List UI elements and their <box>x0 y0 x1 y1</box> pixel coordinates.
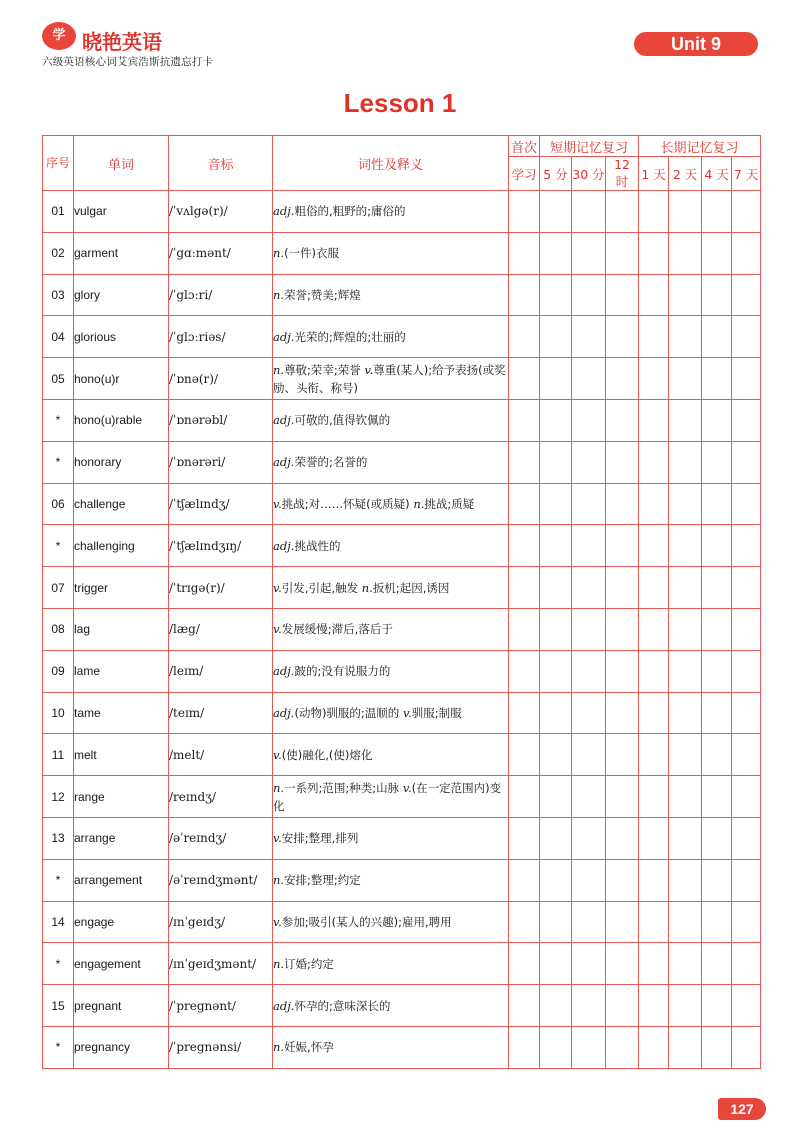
review-checkbox-cell[interactable] <box>669 483 702 525</box>
review-checkbox-cell[interactable] <box>732 232 761 274</box>
row-word: trigger <box>74 567 169 609</box>
review-checkbox-cell[interactable] <box>540 650 572 692</box>
review-checkbox-cell[interactable] <box>606 985 639 1027</box>
review-checkbox-cell[interactable] <box>669 274 702 316</box>
review-checkbox-cell[interactable] <box>732 1026 761 1068</box>
table-row <box>43 901 761 943</box>
row-word: glorious <box>74 316 169 358</box>
review-checkbox-cell[interactable] <box>702 943 732 985</box>
review-checkbox-cell[interactable] <box>702 483 732 525</box>
header-long-term-review: 长期记忆复习 <box>639 136 761 157</box>
row-number: 01 <box>43 191 74 233</box>
row-word: hono(u)rable <box>74 399 169 441</box>
brand-logo: 学 <box>42 22 76 50</box>
review-checkbox-cell[interactable] <box>702 608 732 650</box>
table-row <box>43 316 761 358</box>
review-checkbox-cell[interactable] <box>639 692 669 734</box>
row-number: * <box>43 859 74 901</box>
row-phonetic: /əˈreɪndʒmənt/ <box>169 859 273 901</box>
header-definition: 词性及释义 <box>273 136 509 191</box>
table-row <box>43 817 761 859</box>
review-checkbox-cell[interactable] <box>572 692 606 734</box>
review-checkbox-cell[interactable] <box>572 525 606 567</box>
book-subtitle: 六级英语核心词艾宾浩斯抗遗忘打卡 <box>42 56 214 68</box>
review-checkbox-cell[interactable] <box>669 734 702 776</box>
review-checkbox-cell[interactable] <box>732 985 761 1027</box>
review-checkbox-cell[interactable] <box>732 567 761 609</box>
review-checkbox-cell[interactable] <box>639 776 669 818</box>
row-word: melt <box>74 734 169 776</box>
review-checkbox-cell[interactable] <box>509 232 540 274</box>
table-row <box>43 191 761 233</box>
review-checkbox-cell[interactable] <box>540 943 572 985</box>
row-word: honorary <box>74 441 169 483</box>
row-word: arrange <box>74 817 169 859</box>
table-row <box>43 441 761 483</box>
review-checkbox-cell[interactable] <box>702 985 732 1027</box>
review-checkbox-cell[interactable] <box>732 191 761 233</box>
review-checkbox-cell[interactable] <box>639 483 669 525</box>
table-row <box>43 734 761 776</box>
header-short-term-review: 短期记忆复习 <box>540 136 639 157</box>
review-checkbox-cell[interactable] <box>606 358 639 400</box>
review-checkbox-cell[interactable] <box>509 859 540 901</box>
review-checkbox-cell[interactable] <box>639 232 669 274</box>
row-phonetic: /ˈtʃælɪndʒɪŋ/ <box>169 525 273 567</box>
review-checkbox-cell[interactable] <box>639 859 669 901</box>
review-checkbox-cell[interactable] <box>509 567 540 609</box>
review-checkbox-cell[interactable] <box>639 441 669 483</box>
review-checkbox-cell[interactable] <box>669 525 702 567</box>
header-phonetic: 音标 <box>169 136 273 191</box>
review-checkbox-cell[interactable] <box>606 191 639 233</box>
header-interval: 5 分 <box>540 157 572 191</box>
review-checkbox-cell[interactable] <box>540 399 572 441</box>
review-checkbox-cell[interactable] <box>702 274 732 316</box>
review-checkbox-cell[interactable] <box>509 399 540 441</box>
review-checkbox-cell[interactable] <box>606 441 639 483</box>
row-phonetic: /reɪndʒ/ <box>169 776 273 818</box>
review-checkbox-cell[interactable] <box>540 859 572 901</box>
table-row <box>43 525 761 567</box>
review-checkbox-cell[interactable] <box>732 441 761 483</box>
row-number: 07 <box>43 567 74 609</box>
review-checkbox-cell[interactable] <box>732 943 761 985</box>
review-checkbox-cell[interactable] <box>509 316 540 358</box>
review-checkbox-cell[interactable] <box>540 776 572 818</box>
row-word: pregnancy <box>74 1026 169 1068</box>
brand-name: 晓艳英语 <box>82 30 162 54</box>
row-number: * <box>43 441 74 483</box>
row-phonetic: /ˈtʃælɪndʒ/ <box>169 483 273 525</box>
review-checkbox-cell[interactable] <box>540 692 572 734</box>
header-interval: 1 天 <box>639 157 669 191</box>
table-row <box>43 567 761 609</box>
row-number: 15 <box>43 985 74 1027</box>
row-number: * <box>43 943 74 985</box>
review-checkbox-cell[interactable] <box>540 274 572 316</box>
review-checkbox-cell[interactable] <box>540 441 572 483</box>
row-number: 12 <box>43 776 74 818</box>
review-checkbox-cell[interactable] <box>639 817 669 859</box>
review-checkbox-cell[interactable] <box>572 399 606 441</box>
review-checkbox-cell[interactable] <box>669 985 702 1027</box>
review-checkbox-cell[interactable] <box>702 232 732 274</box>
review-checkbox-cell[interactable] <box>509 358 540 400</box>
review-checkbox-cell[interactable] <box>702 567 732 609</box>
review-checkbox-cell[interactable] <box>509 650 540 692</box>
review-checkbox-cell[interactable] <box>732 358 761 400</box>
row-number: 13 <box>43 817 74 859</box>
row-phonetic: /ɪnˈgeɪdʒmənt/ <box>169 943 273 985</box>
row-number: 04 <box>43 316 74 358</box>
review-checkbox-cell[interactable] <box>639 399 669 441</box>
review-checkbox-cell[interactable] <box>639 608 669 650</box>
review-checkbox-cell[interactable] <box>669 817 702 859</box>
row-number: * <box>43 1026 74 1068</box>
row-phonetic: /læg/ <box>169 608 273 650</box>
review-checkbox-cell[interactable] <box>540 608 572 650</box>
review-checkbox-cell[interactable] <box>639 901 669 943</box>
row-word: garment <box>74 232 169 274</box>
review-checkbox-cell[interactable] <box>572 441 606 483</box>
review-checkbox-cell[interactable] <box>639 650 669 692</box>
row-phonetic: /ɪnˈgeɪdʒ/ <box>169 901 273 943</box>
review-checkbox-cell[interactable] <box>509 985 540 1027</box>
row-word: lame <box>74 650 169 692</box>
row-definition: v.挑战;对……怀疑(或质疑) n.挑战;质疑 <box>273 483 509 525</box>
row-number: 06 <box>43 483 74 525</box>
row-word: engage <box>74 901 169 943</box>
review-checkbox-cell[interactable] <box>702 817 732 859</box>
review-checkbox-cell[interactable] <box>702 901 732 943</box>
row-word: engagement <box>74 943 169 985</box>
review-checkbox-cell[interactable] <box>509 1026 540 1068</box>
row-number: 09 <box>43 650 74 692</box>
row-phonetic: /ˈvʌlgə(r)/ <box>169 191 273 233</box>
row-number: 14 <box>43 901 74 943</box>
review-checkbox-cell[interactable] <box>639 734 669 776</box>
row-phonetic: /ˈtrɪgə(r)/ <box>169 567 273 609</box>
header-word: 单词 <box>74 136 169 191</box>
review-checkbox-cell[interactable] <box>509 901 540 943</box>
table-row <box>43 232 761 274</box>
review-checkbox-cell[interactable] <box>669 232 702 274</box>
review-checkbox-cell[interactable] <box>702 525 732 567</box>
row-word: range <box>74 776 169 818</box>
review-checkbox-cell[interactable] <box>639 525 669 567</box>
row-definition: adj.光荣的;辉煌的;壮丽的 <box>273 316 509 358</box>
review-checkbox-cell[interactable] <box>509 483 540 525</box>
review-checkbox-cell[interactable] <box>509 692 540 734</box>
review-checkbox-cell[interactable] <box>540 525 572 567</box>
header-first-study-bottom: 学习 <box>509 157 540 191</box>
row-word: lag <box>74 608 169 650</box>
review-checkbox-cell[interactable] <box>702 692 732 734</box>
review-checkbox-cell[interactable] <box>639 1026 669 1068</box>
row-phonetic: /ˈɒnərəri/ <box>169 441 273 483</box>
row-word: hono(u)r <box>74 358 169 400</box>
review-checkbox-cell[interactable] <box>606 608 639 650</box>
row-word: arrangement <box>74 859 169 901</box>
review-checkbox-cell[interactable] <box>509 191 540 233</box>
review-checkbox-cell[interactable] <box>702 358 732 400</box>
row-definition: v.参加;吸引(某人的兴趣);雇用,聘用 <box>273 901 509 943</box>
review-checkbox-cell[interactable] <box>732 316 761 358</box>
row-number: 10 <box>43 692 74 734</box>
unit-badge: Unit 9 <box>634 32 758 56</box>
review-checkbox-cell[interactable] <box>669 608 702 650</box>
row-word: challenge <box>74 483 169 525</box>
review-checkbox-cell[interactable] <box>540 1026 572 1068</box>
header-num: 序号 <box>43 136 74 191</box>
review-checkbox-cell[interactable] <box>639 316 669 358</box>
review-checkbox-cell[interactable] <box>639 943 669 985</box>
row-phonetic: /leɪm/ <box>169 650 273 692</box>
row-phonetic: /ˈɒnə(r)/ <box>169 358 273 400</box>
row-definition: v.(使)融化,(使)熔化 <box>273 734 509 776</box>
review-checkbox-cell[interactable] <box>606 901 639 943</box>
review-checkbox-cell[interactable] <box>606 734 639 776</box>
table-row <box>43 274 761 316</box>
review-checkbox-cell[interactable] <box>572 776 606 818</box>
review-checkbox-cell[interactable] <box>509 441 540 483</box>
review-checkbox-cell[interactable] <box>669 650 702 692</box>
review-checkbox-cell[interactable] <box>669 859 702 901</box>
review-checkbox-cell[interactable] <box>732 483 761 525</box>
review-checkbox-cell[interactable] <box>606 859 639 901</box>
row-word: challenging <box>74 525 169 567</box>
review-checkbox-cell[interactable] <box>669 692 702 734</box>
row-number: 05 <box>43 358 74 400</box>
review-checkbox-cell[interactable] <box>639 358 669 400</box>
row-definition: n.一系列;范围;种类;山脉 v.(在一定范围内)变化 <box>273 776 509 818</box>
review-checkbox-cell[interactable] <box>606 274 639 316</box>
review-checkbox-cell[interactable] <box>702 441 732 483</box>
table-row <box>43 650 761 692</box>
row-definition: adj.怀孕的;意味深长的 <box>273 985 509 1027</box>
review-checkbox-cell[interactable] <box>606 232 639 274</box>
row-phonetic: /melt/ <box>169 734 273 776</box>
review-checkbox-cell[interactable] <box>509 608 540 650</box>
review-checkbox-cell[interactable] <box>540 232 572 274</box>
row-phonetic: /ˈglɔːri/ <box>169 274 273 316</box>
table-row <box>43 692 761 734</box>
review-checkbox-cell[interactable] <box>702 734 732 776</box>
review-checkbox-cell[interactable] <box>669 943 702 985</box>
row-definition: n.订婚;约定 <box>273 943 509 985</box>
review-checkbox-cell[interactable] <box>572 316 606 358</box>
review-checkbox-cell[interactable] <box>606 316 639 358</box>
review-checkbox-cell[interactable] <box>732 776 761 818</box>
review-checkbox-cell[interactable] <box>572 358 606 400</box>
review-checkbox-cell[interactable] <box>702 1026 732 1068</box>
review-checkbox-cell[interactable] <box>540 191 572 233</box>
row-definition: n.(一件)衣服 <box>273 232 509 274</box>
row-word: vulgar <box>74 191 169 233</box>
review-checkbox-cell[interactable] <box>509 734 540 776</box>
row-number: 02 <box>43 232 74 274</box>
review-checkbox-cell[interactable] <box>606 1026 639 1068</box>
review-checkbox-cell[interactable] <box>540 985 572 1027</box>
row-phonetic: /ˈɒnərəbl/ <box>169 399 273 441</box>
review-checkbox-cell[interactable] <box>572 274 606 316</box>
review-checkbox-cell[interactable] <box>639 274 669 316</box>
review-checkbox-cell[interactable] <box>732 817 761 859</box>
row-phonetic: /ˈgɑːmənt/ <box>169 232 273 274</box>
review-checkbox-cell[interactable] <box>669 399 702 441</box>
review-checkbox-cell[interactable] <box>606 567 639 609</box>
review-checkbox-cell[interactable] <box>669 441 702 483</box>
row-definition: adj.跛的;没有说服力的 <box>273 650 509 692</box>
table-row <box>43 1026 761 1068</box>
review-checkbox-cell[interactable] <box>669 567 702 609</box>
review-checkbox-cell[interactable] <box>732 399 761 441</box>
header-interval: 7 天 <box>732 157 761 191</box>
review-checkbox-cell[interactable] <box>606 525 639 567</box>
table-row <box>43 985 761 1027</box>
review-checkbox-cell[interactable] <box>509 776 540 818</box>
row-phonetic: /ˈglɔːriəs/ <box>169 316 273 358</box>
review-checkbox-cell[interactable] <box>509 817 540 859</box>
review-checkbox-cell[interactable] <box>606 817 639 859</box>
review-checkbox-cell[interactable] <box>639 567 669 609</box>
table-row <box>43 776 761 818</box>
review-checkbox-cell[interactable] <box>732 692 761 734</box>
review-checkbox-cell[interactable] <box>702 859 732 901</box>
review-checkbox-cell[interactable] <box>606 483 639 525</box>
review-checkbox-cell[interactable] <box>540 567 572 609</box>
review-checkbox-cell[interactable] <box>572 483 606 525</box>
row-definition: n.安排;整理;约定 <box>273 859 509 901</box>
review-checkbox-cell[interactable] <box>540 901 572 943</box>
review-checkbox-cell[interactable] <box>732 901 761 943</box>
vocabulary-table <box>42 135 761 1069</box>
row-definition: adj.(动物)驯服的;温顺的 v.驯服;制服 <box>273 692 509 734</box>
header-interval: 12 时 <box>606 157 639 191</box>
row-number: 03 <box>43 274 74 316</box>
row-definition: n.尊敬;荣幸;荣誉 v.尊重(某人);给予表扬(或奖励、头衔、称号) <box>273 358 509 400</box>
review-checkbox-cell[interactable] <box>540 316 572 358</box>
review-checkbox-cell[interactable] <box>732 650 761 692</box>
row-definition: n.荣誉;赞美;辉煌 <box>273 274 509 316</box>
lesson-title: Lesson 1 <box>343 88 457 118</box>
review-checkbox-cell[interactable] <box>540 817 572 859</box>
review-checkbox-cell[interactable] <box>572 1026 606 1068</box>
review-checkbox-cell[interactable] <box>572 943 606 985</box>
row-definition: v.发展缓慢;滞后,落后于 <box>273 608 509 650</box>
row-number: * <box>43 399 74 441</box>
row-phonetic: /ˈpregnənsi/ <box>169 1026 273 1068</box>
review-checkbox-cell[interactable] <box>606 776 639 818</box>
row-definition: n.妊娠,怀孕 <box>273 1026 509 1068</box>
table-row <box>43 943 761 985</box>
review-checkbox-cell[interactable] <box>702 399 732 441</box>
review-checkbox-cell[interactable] <box>732 734 761 776</box>
row-word: pregnant <box>74 985 169 1027</box>
table-row <box>43 608 761 650</box>
review-checkbox-cell[interactable] <box>572 859 606 901</box>
row-definition: adj.可敬的,值得钦佩的 <box>273 399 509 441</box>
review-checkbox-cell[interactable] <box>702 650 732 692</box>
review-checkbox-cell[interactable] <box>606 650 639 692</box>
row-phonetic: /əˈreɪndʒ/ <box>169 817 273 859</box>
review-checkbox-cell[interactable] <box>702 316 732 358</box>
review-checkbox-cell[interactable] <box>572 901 606 943</box>
row-phonetic: /teɪm/ <box>169 692 273 734</box>
review-checkbox-cell[interactable] <box>572 650 606 692</box>
review-checkbox-cell[interactable] <box>509 525 540 567</box>
row-definition: v.引发,引起,触发 n.扳机;起因,诱因 <box>273 567 509 609</box>
review-checkbox-cell[interactable] <box>702 776 732 818</box>
review-checkbox-cell[interactable] <box>669 1026 702 1068</box>
review-checkbox-cell[interactable] <box>572 734 606 776</box>
row-number: * <box>43 525 74 567</box>
row-phonetic: /ˈpregnənt/ <box>169 985 273 1027</box>
row-definition: adj.粗俗的,粗野的;庸俗的 <box>273 191 509 233</box>
review-checkbox-cell[interactable] <box>669 191 702 233</box>
review-checkbox-cell[interactable] <box>639 985 669 1027</box>
review-checkbox-cell[interactable] <box>669 776 702 818</box>
row-word: glory <box>74 274 169 316</box>
review-checkbox-cell[interactable] <box>669 316 702 358</box>
header-interval: 2 天 <box>669 157 702 191</box>
review-checkbox-cell[interactable] <box>606 943 639 985</box>
review-checkbox-cell[interactable] <box>606 399 639 441</box>
review-checkbox-cell[interactable] <box>572 191 606 233</box>
review-checkbox-cell[interactable] <box>732 608 761 650</box>
header-interval: 4 天 <box>702 157 732 191</box>
row-definition: v.安排;整理,排列 <box>273 817 509 859</box>
review-checkbox-cell[interactable] <box>732 525 761 567</box>
row-number: 08 <box>43 608 74 650</box>
row-definition: adj.挑战性的 <box>273 525 509 567</box>
review-checkbox-cell[interactable] <box>606 692 639 734</box>
header-interval: 30 分 <box>572 157 606 191</box>
review-checkbox-cell[interactable] <box>702 191 732 233</box>
review-checkbox-cell[interactable] <box>572 608 606 650</box>
row-word: tame <box>74 692 169 734</box>
review-checkbox-cell[interactable] <box>540 358 572 400</box>
review-checkbox-cell[interactable] <box>572 817 606 859</box>
review-checkbox-cell[interactable] <box>732 274 761 316</box>
table-row <box>43 859 761 901</box>
table-row <box>43 399 761 441</box>
review-checkbox-cell[interactable] <box>509 943 540 985</box>
row-definition: adj.荣誉的;名誉的 <box>273 441 509 483</box>
review-checkbox-cell[interactable] <box>732 859 761 901</box>
review-checkbox-cell[interactable] <box>572 985 606 1027</box>
review-checkbox-cell[interactable] <box>639 191 669 233</box>
page-number: 127 <box>718 1098 766 1120</box>
review-checkbox-cell[interactable] <box>540 483 572 525</box>
review-checkbox-cell[interactable] <box>669 901 702 943</box>
review-checkbox-cell[interactable] <box>540 734 572 776</box>
row-number: 11 <box>43 734 74 776</box>
review-checkbox-cell[interactable] <box>572 567 606 609</box>
header-first-study-top: 首次 <box>509 136 540 157</box>
table-row <box>43 483 761 525</box>
review-checkbox-cell[interactable] <box>509 274 540 316</box>
review-checkbox-cell[interactable] <box>669 358 702 400</box>
review-checkbox-cell[interactable] <box>572 232 606 274</box>
table-row <box>43 358 761 400</box>
